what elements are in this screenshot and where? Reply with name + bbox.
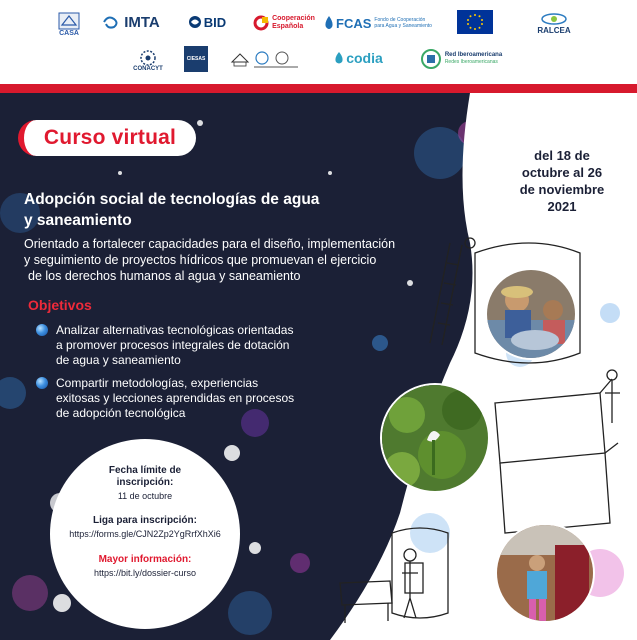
objective-item-1 bbox=[36, 323, 336, 368]
dates-line-3: de noviembre bbox=[519, 182, 605, 197]
deadline-label-line-1: Fecha límite de bbox=[108, 465, 182, 476]
fcas-logo bbox=[323, 12, 433, 34]
ciesas-logo bbox=[184, 46, 208, 72]
bid-logo-text: BID bbox=[203, 14, 227, 30]
photo-woman-door bbox=[495, 523, 595, 623]
ciesas-logo-text: CIESAS bbox=[186, 56, 206, 62]
cooperacion-line-1: Cooperación bbox=[272, 15, 315, 22]
header-red-bar bbox=[0, 84, 637, 93]
conacyt-logo bbox=[128, 46, 168, 76]
codia-logo-text: codia bbox=[346, 50, 383, 66]
photo-women-washing-image bbox=[487, 270, 577, 360]
course-title-line-1: Adopción social de tecnologías de agua bbox=[24, 191, 320, 208]
objective-1-line-1: Analizar alternativas tecnológicas orientadas bbox=[56, 323, 294, 337]
unesco-partner-icons bbox=[230, 48, 300, 70]
imta-swirl-icon bbox=[102, 14, 122, 30]
red-emblem-icon bbox=[420, 48, 442, 70]
dates-line-2: octubre al 26 bbox=[521, 165, 603, 180]
cooperacion-logo bbox=[251, 12, 317, 34]
logo-strip bbox=[0, 0, 637, 84]
objective-1-line-3: de agua y saneamiento bbox=[56, 353, 181, 367]
deadline-value: 11 de octubre bbox=[117, 491, 173, 501]
conacyt-logo-text: CONACYT bbox=[133, 66, 163, 72]
red-line-1: Red Iberoamericana bbox=[444, 52, 503, 58]
ralcea-logo-text: RALCEA bbox=[537, 25, 571, 35]
photo-women-washing bbox=[485, 268, 577, 360]
fcas-sub-1: Fondo de Cooperación bbox=[374, 17, 426, 23]
conacyt-emblem-icon bbox=[140, 50, 156, 66]
unesco-logos bbox=[230, 48, 300, 70]
registration-info-circle bbox=[50, 439, 240, 629]
cooperacion-emblem-icon bbox=[253, 15, 269, 31]
more-info-label: Mayor información: bbox=[98, 554, 192, 565]
objectives-heading: Objetivos bbox=[28, 297, 92, 313]
ralcea-wave-icon bbox=[539, 12, 569, 26]
course-dates-circle bbox=[498, 117, 626, 245]
deadline-label-line-2: inscripción: bbox=[116, 477, 174, 488]
objective-2-line-2: exitosas y lecciones aprendidas en procesos bbox=[56, 391, 295, 405]
course-description bbox=[24, 236, 474, 284]
casa-emblem-icon bbox=[58, 12, 80, 30]
photo-woman-door-image bbox=[497, 525, 595, 623]
registration-link[interactable]: https://forms.gle/CJN2Zp2YgRrfXhXi6 bbox=[69, 529, 221, 539]
imta-logo bbox=[96, 10, 166, 34]
bid-emblem-icon bbox=[188, 15, 202, 29]
course-type-label: Curso virtual bbox=[43, 126, 177, 149]
registration-link-label: Liga para inscripción: bbox=[93, 515, 197, 526]
imta-logo-text: IMTA bbox=[124, 13, 160, 31]
eu-flag-icon bbox=[457, 10, 493, 34]
blue-bullet-icon bbox=[36, 377, 48, 389]
course-description-line-2: y seguimiento de proyectos hídricos que promuevan el ejercicio bbox=[24, 253, 377, 267]
course-title bbox=[24, 189, 404, 231]
red-line-2: Redes Iberoamericanas bbox=[444, 59, 498, 65]
bid-logo bbox=[182, 10, 232, 34]
objective-1-line-2: a promover procesos integrales de dotación bbox=[56, 338, 290, 352]
water-drop-icon bbox=[324, 16, 334, 30]
fcas-logo-text: FCAS bbox=[336, 15, 372, 31]
objective-2-line-1: Compartir metodologías, experiencias bbox=[56, 376, 259, 390]
photo-garden bbox=[380, 383, 490, 493]
poster bbox=[0, 93, 637, 640]
cooperacion-line-2: Española bbox=[272, 23, 304, 30]
casa-logo bbox=[52, 10, 86, 38]
casa-logo-text: CASA bbox=[59, 29, 79, 37]
dates-line-1: del 18 de bbox=[534, 148, 590, 163]
course-type-badge bbox=[18, 120, 196, 156]
course-title-line-2: y saneamiento bbox=[24, 212, 132, 229]
objective-item-2 bbox=[36, 376, 336, 421]
course-description-line-3: de los derechos humanos al agua y saneamiento bbox=[28, 269, 301, 283]
objective-2-line-3: de adopción tecnológica bbox=[56, 406, 186, 420]
fcas-sub-2: para Agua y Saneamiento bbox=[374, 23, 432, 29]
codia-logo bbox=[328, 44, 388, 72]
ralcea-logo bbox=[524, 8, 584, 38]
more-info-link[interactable]: https://bit.ly/dossier-curso bbox=[93, 568, 197, 578]
photo-garden-image bbox=[382, 385, 490, 493]
blue-bullet-icon bbox=[36, 324, 48, 336]
course-description-line-1: Orientado a fortalecer capacidades para el diseño, implementación bbox=[24, 237, 396, 251]
codia-drop-icon bbox=[333, 51, 345, 65]
dates-line-4: 2021 bbox=[547, 199, 577, 214]
eu-flag-logo bbox=[457, 10, 493, 34]
red-iberoamericana-logo bbox=[418, 46, 504, 72]
